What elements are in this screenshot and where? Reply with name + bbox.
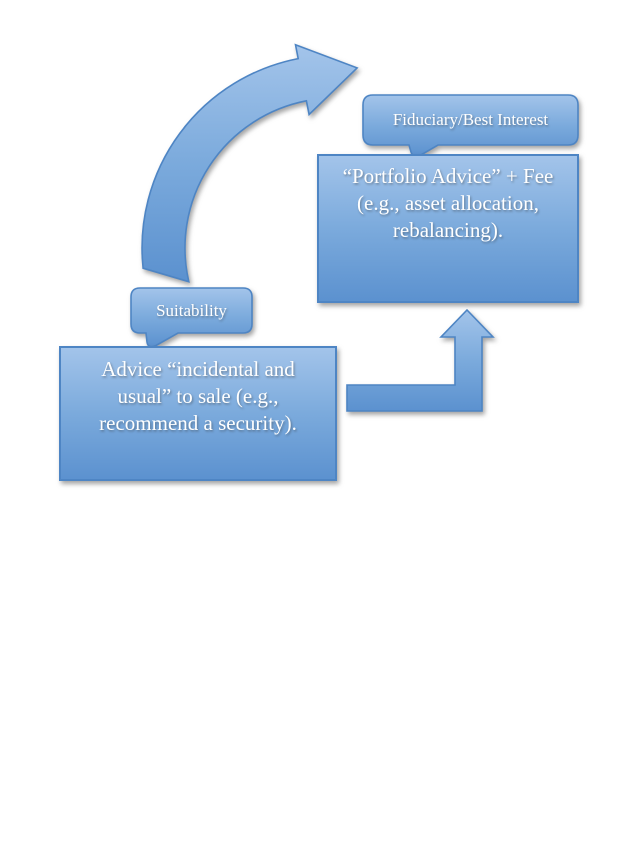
- suitability-box-line-3: recommend a security).: [99, 411, 297, 435]
- fiduciary-box-line-3: rebalancing).: [392, 218, 504, 242]
- fiduciary-box-line-1: “Portfolio Advice” + Fee: [342, 164, 554, 188]
- suitability-box-line-1: Advice “incidental and: [101, 357, 295, 381]
- fiduciary-box-line-2: (e.g., asset allocation,: [357, 191, 539, 215]
- suitability-callout-label: Suitability: [156, 300, 227, 320]
- fiduciary-callout-label: Fiduciary/Best Interest: [392, 110, 549, 129]
- suitability-box-line-2: usual” to sale (e.g.,: [117, 384, 279, 408]
- fiduciary-box-text: [318, 155, 578, 244]
- suitability-box-text: [60, 347, 336, 437]
- elbow-up-arrow-icon: [347, 310, 493, 411]
